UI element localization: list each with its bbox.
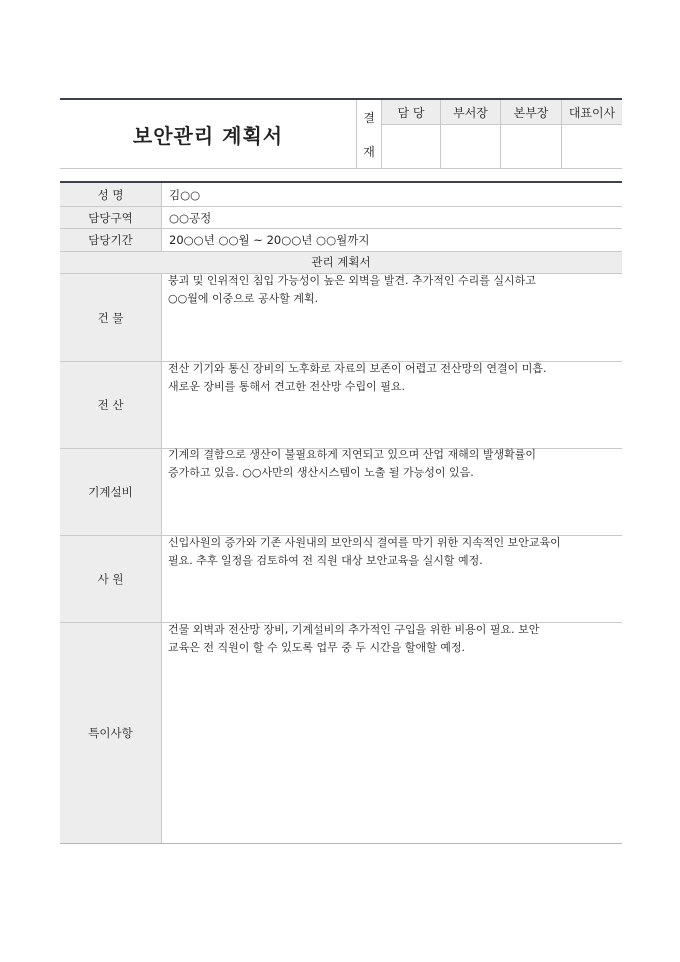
approval-role-manager: 담 당 [397,105,425,120]
name-label: 성 명 [97,187,124,202]
text-line: 새로운 장비를 통해서 견고한 전산망 수립이 필요. [168,380,405,393]
approval-divider [561,100,562,168]
section-text-staff [168,534,614,570]
section-label-building: 건 물 [97,310,124,325]
header-bottom-rule [60,168,622,169]
section-title: 관리 계획서 [311,255,371,269]
text-line: 교육은 전 직원이 할 수 있도록 업무 중 두 시간을 할애할 예정. [168,641,465,654]
section-label-staff: 사 원 [97,572,124,586]
approval-role-division-head: 본부장 [513,105,549,120]
section-text-computing [168,360,614,396]
document-title: 보안관리 계획서 [132,123,284,148]
text-line: 기계의 결함으로 생산이 불필요하게 지연되고 있으며 산업 재해의 발생확률이 [168,448,537,461]
section-text-remarks [168,621,614,657]
approval-role-dept-head: 부서장 [453,105,488,120]
section-label-computing: 전 산 [97,398,124,412]
table-bottom-rule [60,843,622,844]
name-value: 김○○ [169,187,201,202]
text-line: 붕괴 및 인위적인 침입 가능성이 높은 외벽을 발견. 추가적인 수리를 실시하고 [168,274,536,287]
text-line: ○○월에 이중으로 공사할 계획. [168,292,319,305]
text-line: 필요. 추후 일정을 검토하여 전 직원 대상 보안교육을 실시할 예정. [168,554,483,567]
area-value: ○○공정 [169,210,212,225]
approval-divider [500,100,501,168]
text-line: 건물 외벽과 전산망 장비, 기계설비의 추가적인 구입을 위한 비용이 필요. 보안 [168,623,540,636]
approval-label-top: 결 [363,110,375,125]
period-value: 20○○년 ○○월 ~ 20○○년 ○○월까지 [169,233,370,247]
area-label: 담당구역 [88,210,133,225]
column-divider [161,183,162,251]
text-line: 전산 기기와 통신 장비의 노후화로 자료의 보존이 어렵고 전산망의 연결이 미흡. [168,362,547,375]
approval-divider [440,100,441,168]
approval-label-bottom: 재 [363,144,375,159]
text-line: 신입사원의 증가와 기존 사원내의 보안의식 결여를 막기 위한 지속적인 보안교육이 [168,536,561,549]
section-text-machinery [168,446,614,482]
section-text-building [168,272,614,308]
column-divider [161,273,162,843]
section-label-remarks: 특이사항 [88,726,133,740]
approval-row-rule [382,124,622,125]
approval-role-ceo: 대표이사 [568,105,616,120]
period-label: 담당기간 [88,233,133,247]
section-label-machinery: 기계설비 [88,485,133,499]
text-line: 증가하고 있음. ○○사만의 생산시스템이 노출 될 가능성이 있음. [168,466,474,479]
